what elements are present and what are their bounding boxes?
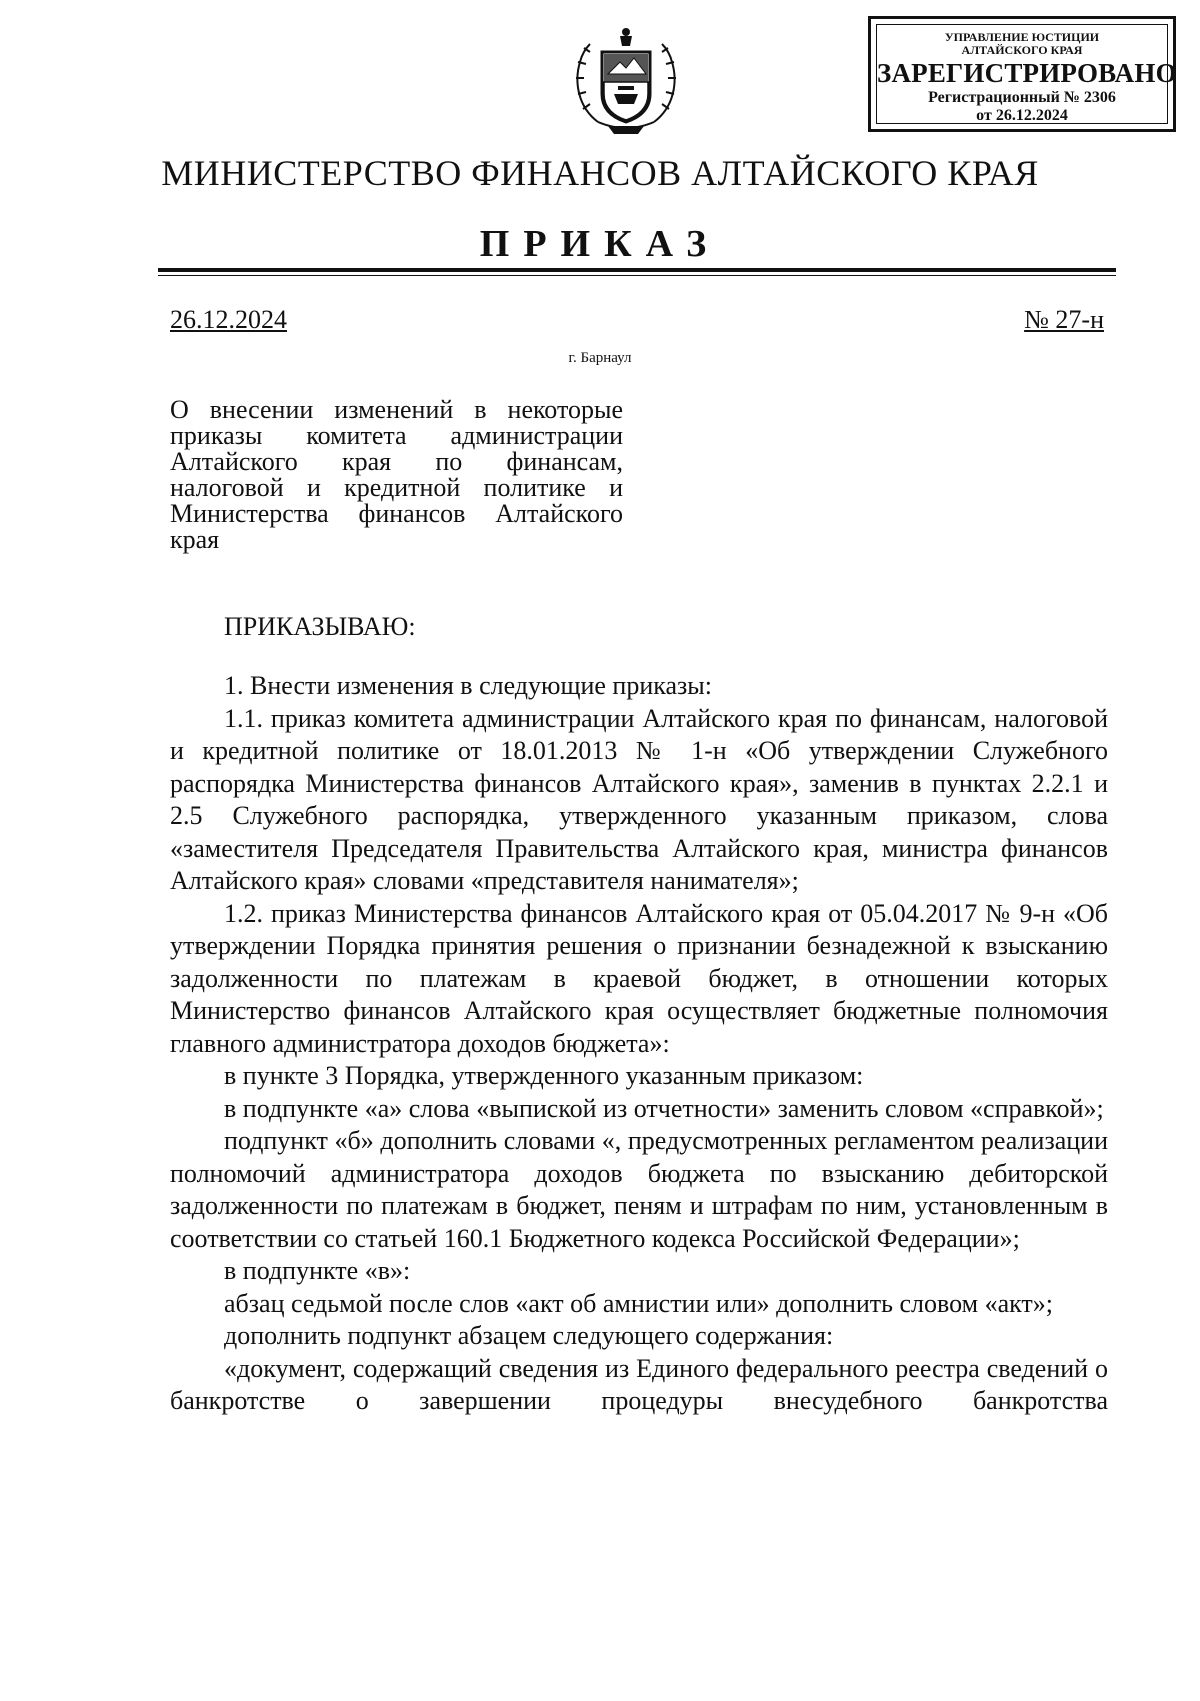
registration-stamp: [868, 16, 1176, 132]
stamp-reg-number: Регистрационный № 2306: [928, 89, 1116, 106]
body-paragraph: дополнить подпункт абзацем следующего содержания:: [224, 1321, 834, 1350]
order-date: 26.12.2024: [170, 305, 287, 334]
subject-line: приказы комитета администрации: [170, 421, 623, 450]
order-directive: ПРИКАЗЫВАЮ:: [224, 612, 416, 641]
body-paragraph: в подпункте «а» слова «выпиской из отчетности» заменить словом «справкой»;: [224, 1093, 1104, 1123]
subject-line: края: [170, 525, 220, 554]
order-title: ПРИКАЗ: [479, 223, 721, 265]
body-paragraph: абзац седьмой после слов «акт об амнистии или» дополнить словом «акт»;: [224, 1288, 1053, 1318]
stamp-title: ЗАРЕГИСТРИРОВАНО: [877, 58, 1177, 88]
body-paragraph: 1.1. приказ комитета администрации Алтайского края по финансам, налоговой и кредитной политике от 18.01.2013 № 1-н «Об утверждении Служебного распорядка Министерства финансов Алтайского края», заменив в пунктах 2.2.1 и 2.5 Служебного распорядка, утвержденного указанным приказом, слова «заместителя Председателя Правительства Алтайского края, министра финансов Алтайского края» словами «представителя нанимателя»;: [170, 703, 1108, 895]
coat-of-arms-icon: [568, 22, 684, 138]
ministry-name: МИНИСТЕРСТВО ФИНАНСОВ АЛТАЙСКОГО КРАЯ: [161, 153, 1039, 193]
order-city: г. Барнаул: [568, 350, 632, 366]
body-paragraph: в пункте 3 Порядка, утвержденного указанным приказом:: [224, 1061, 864, 1090]
subject-line: Министерства финансов Алтайского: [170, 499, 623, 528]
order-body: [170, 670, 1108, 1418]
body-paragraph: 1.2. приказ Министерства финансов Алтайского края от 05.04.2017 № 9-н «Об утверждении Порядка принятия решения о признании безнадежной к взысканию задолженности по платежам в краевой бюджет, в отношении которых Министерство финансов Алтайского края осуществляет бюджетные полномочия главного администратора доходов бюджета»:: [170, 898, 1108, 1058]
order-subject: [170, 397, 623, 553]
stamp-reg-date: от 26.12.2024: [976, 107, 1068, 124]
header-rule-thin: [158, 275, 1116, 276]
body-paragraph: «документ, содержащий сведения из Единого федерального реестра сведений о банкротстве о завершении процедуры внесудебного банкротства: [170, 1353, 1108, 1415]
subject-line: налоговой и кредитной политике и: [170, 473, 623, 502]
stamp-line-2: АЛТАЙСКОГО КРАЯ: [961, 43, 1083, 57]
body-paragraph: подпункт «б» дополнить словами «, предусмотренных регламентом реализации полномочий администратора доходов бюджета по взысканию дебиторской задолженности по платежам в бюджет, пеням и штрафам по ним, установленным в соответствии со статьей 160.1 Бюджетного кодекса Российской Федерации»;: [170, 1126, 1108, 1253]
header-rule-thick: [158, 268, 1116, 272]
body-paragraph: 1. Внести изменения в следующие приказы:: [224, 671, 712, 700]
body-paragraph: в подпункте «в»:: [224, 1256, 411, 1285]
order-number: № 27-н: [1024, 305, 1104, 334]
subject-line: О внесении изменений в некоторые: [170, 395, 623, 424]
stamp-inner-border: [876, 24, 1177, 124]
subject-line: Алтайского края по финансам,: [170, 447, 623, 476]
stamp-line-1: УПРАВЛЕНИЕ ЮСТИЦИИ: [944, 30, 1100, 44]
